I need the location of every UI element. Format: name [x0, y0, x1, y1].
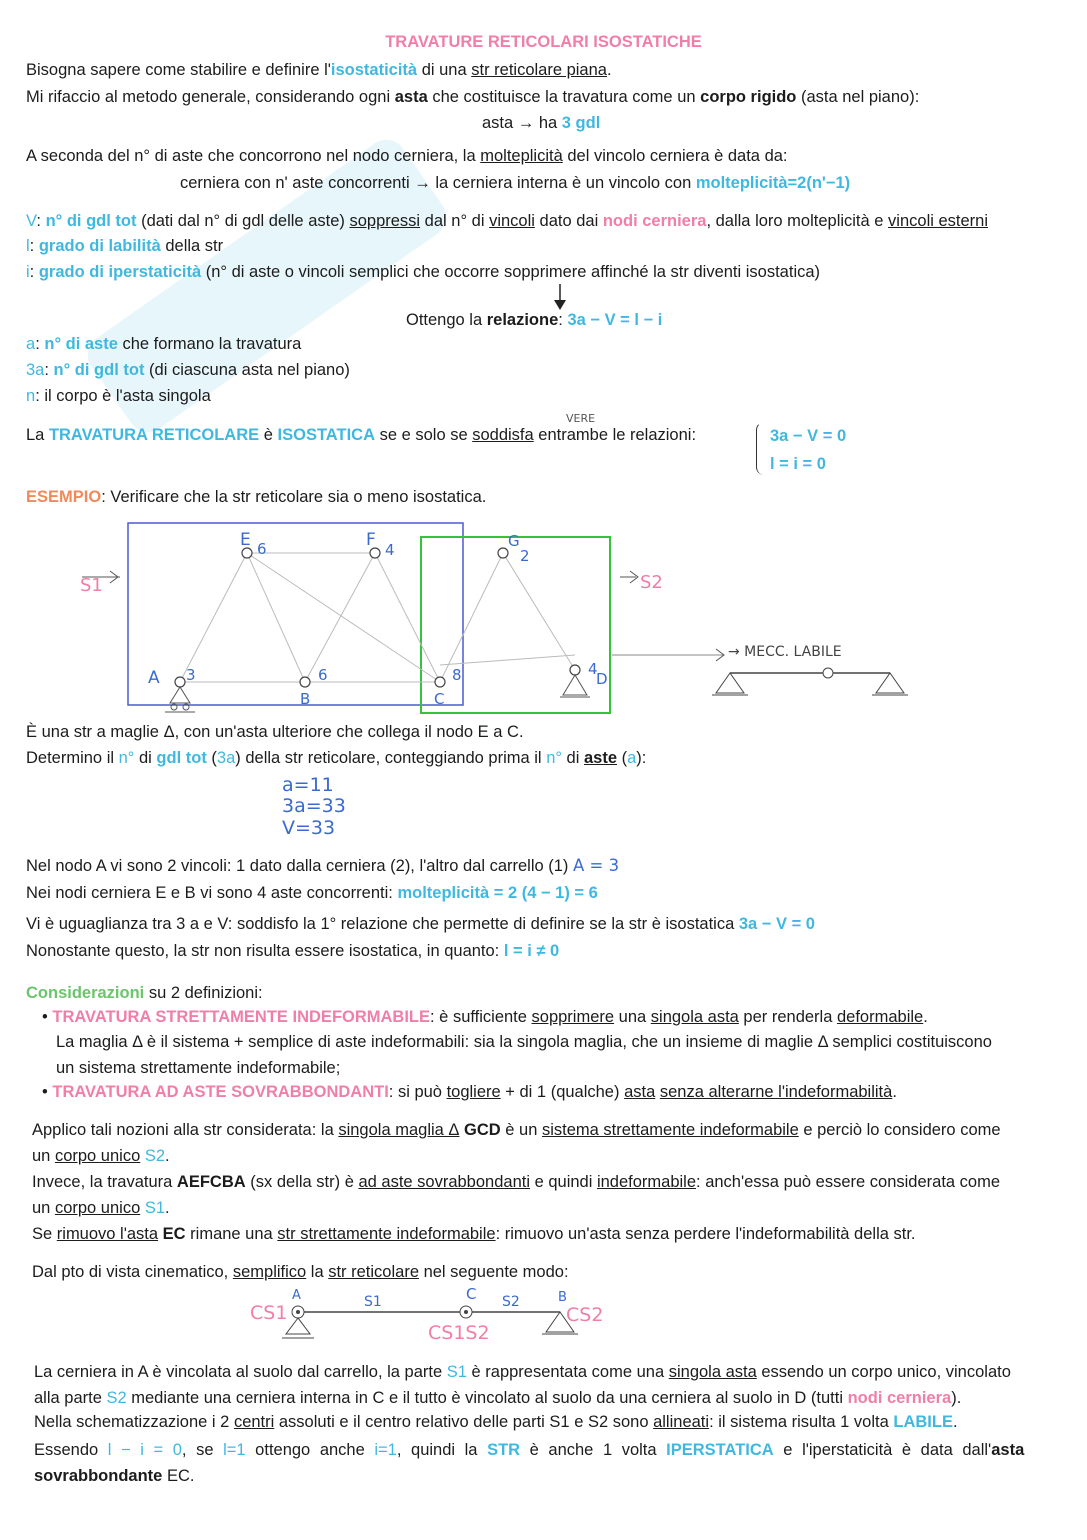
label-G: G — [508, 532, 520, 550]
label-E-count: 6 — [257, 540, 267, 558]
label-E: E — [240, 530, 251, 550]
label-F-count: 4 — [385, 541, 395, 559]
bullet-1-detail-1: La maglia Δ è il sistema + semplice di aste indeformabili: sia la singola maglia, che un insieme di maglie Δ semplici costituiscono — [56, 1033, 992, 1051]
label-F: F — [366, 530, 376, 550]
desc-line-2: Determino il n° di gdl tot (3a) della str reticolare, conteggiando prima il n° di aste (a): — [26, 749, 647, 767]
example-heading: ESEMPIO: Verificare che la str reticolare sia o meno isostatica. — [26, 488, 487, 506]
def-i: i: grado di iperstaticità (n° di aste o vincoli semplici che occorre sopprimere affinché la str diventi isostatica) — [26, 263, 821, 281]
intro-line-1: Bisogna sapere come stabilire e definire l'isostaticità di una str reticolare piana. — [26, 61, 612, 79]
apply-line-1: Applico tali nozioni alla str considerata: la singola maglia Δ GCD è un sistema strettamente indeformabile e perciò lo considero come — [32, 1121, 1001, 1139]
relation-line: Ottengo la relazione: 3a − V = l − i — [406, 311, 663, 329]
handwritten-vere: VERE — [566, 412, 596, 425]
isostatic-condition: La TRAVATURA RETICOLARE è ISOSTATICA se e solo se soddisfa entrambe le relazioni: — [26, 426, 697, 444]
fig2-cs1: CS1 — [250, 1302, 288, 1324]
brace — [756, 422, 767, 475]
label-D-count: 4 — [588, 660, 598, 678]
label-C-count: 8 — [452, 666, 462, 684]
equality-line: Vi è uguaglianza tra 3 a e V: soddisfo la 1° relazione che permette di definire se la str è isostatica 3a − V = 0 — [26, 915, 815, 933]
relation-2: l = i = 0 — [770, 455, 826, 473]
node-a-line: Nel nodo A vi sono 2 vincoli: 1 dato dalla cerniera (2), l'altro dal carrello (1) A = 3 — [26, 856, 620, 875]
node-eb-line: Nei nodi cerniera E e B vi sono 4 aste concorrenti: molteplicità = 2 (4 − 1) = 6 — [26, 884, 598, 902]
intro-line-3: asta → ha 3 gdl — [482, 114, 601, 132]
fig2-cs2: CS2 — [566, 1304, 604, 1326]
label-B: B — [300, 690, 311, 708]
calc-a: a=11 — [282, 774, 334, 796]
label-B-count: 6 — [318, 666, 328, 684]
label-A-count: 3 — [186, 666, 196, 684]
final-line-5: sovrabbondante EC. — [34, 1467, 195, 1485]
label-S1: S1 — [80, 575, 103, 596]
label-D: D — [596, 670, 608, 688]
bullet-1-detail-2: un sistema strettamente indeformabile; — [56, 1059, 341, 1077]
def-v: V: n° di gdl tot (dati dal n° di gdl delle aste) soppressi dal n° di vincoli dato dai nodi cerniera, dalla loro molteplicità e vincoli esterni — [26, 212, 989, 230]
kinematic-line: Dal pto di vista cinematico, semplifico la str reticolare nel seguente modo: — [32, 1263, 569, 1281]
intro-line-4: A seconda del n° di aste che concorrono nel nodo cerniera, la molteplicità del vincolo cerniera è data da: — [26, 147, 788, 165]
final-line-2: alla parte S2 mediante una cerniera interna in C e il tutto è vincolato al suolo da una cerniera al suolo in D (tutti nodi cerniera). — [34, 1389, 962, 1407]
fig2-s1: S1 — [364, 1294, 382, 1310]
label-A: A — [148, 668, 160, 688]
truss-figure — [0, 515, 1087, 720]
label-C: C — [434, 690, 445, 708]
fig2-s2: S2 — [502, 1294, 520, 1310]
page-title: TRAVATURE RETICOLARI ISOSTATICHE — [385, 33, 702, 51]
fig2-B: B — [558, 1290, 567, 1305]
bullet-2: • TRAVATURA AD ASTE SOVRABBONDANTI: si può togliere + di 1 (qualche) asta senza alterarne l'indeformabilità. — [42, 1083, 897, 1101]
label-S2: S2 — [640, 572, 663, 593]
final-line-4: Essendo l − i = 0, se l=1 ottengo anche i=1, quindi la STR è anche 1 volta IPERSTATICA e l'iperstaticità è data dall'asta — [34, 1441, 1025, 1459]
def-a: a: n° di aste che formano la travatura — [26, 335, 302, 353]
calc-3a: 3a=33 — [282, 795, 346, 817]
apply-line-5: Se rimuovo l'asta EC rimane una str strettamente indeformabile: rimuovo un'asta senza perdere l'indeformabilità della str. — [32, 1225, 916, 1243]
label-mecc-labile: → MECC. LABILE — [728, 644, 842, 660]
apply-line-3: Invece, la travatura AEFCBA (sx della str) è ad aste sovrabbondanti e quindi indeformabile: anch'essa può essere considerata come — [32, 1173, 1001, 1191]
final-line-3: Nella schematizzazione i 2 centri assoluti e il centro relativo delle parti S1 e S2 sono allineati: il sistema risulta 1 volta LABILE. — [34, 1413, 958, 1431]
label-G-count: 2 — [520, 547, 530, 565]
def-3a: 3a: n° di gdl tot (di ciascuna asta nel piano) — [26, 361, 350, 379]
considerations-heading: Considerazioni su 2 definizioni: — [26, 984, 263, 1002]
intro-line-5: cerniera con n' aste concorrenti → la cerniera interna è un vincolo con molteplicità=2(n'−1) — [180, 174, 851, 192]
def-n: n: il corpo è l'asta singola — [26, 387, 211, 405]
apply-line-4: un corpo unico S1. — [32, 1199, 170, 1217]
fig2-C: C — [466, 1285, 477, 1303]
relation-1: 3a − V = 0 — [770, 427, 847, 445]
final-line-1: La cerniera in A è vincolata al suolo dal carrello, la parte S1 è rappresentata come una singola asta essendo un corpo unico, vincolato — [34, 1363, 1011, 1381]
apply-line-2: un corpo unico S2. — [32, 1147, 170, 1165]
down-arrow-icon — [550, 284, 570, 312]
desc-line-1: È una str a maglie Δ, con un'asta ulteriore che collega il nodo E a C. — [26, 723, 524, 741]
fig2-cs12: CS1S2 — [428, 1322, 490, 1344]
bullet-1: • TRAVATURA STRETTAMENTE INDEFORMABILE: è sufficiente sopprimere una singola asta per renderla deformabile. — [42, 1008, 928, 1026]
def-l: l: grado di labilità della str — [26, 237, 224, 255]
calc-v: V=33 — [282, 817, 336, 839]
fig2-A: A — [292, 1288, 301, 1303]
intro-line-2: Mi rifaccio al metodo generale, considerando ogni asta che costituisce la travatura come un corpo rigido (asta nel piano): — [26, 88, 920, 106]
not-isostatic-line: Nonostante questo, la str non risulta essere isostatica, in quanto: l = i ≠ 0 — [26, 942, 560, 960]
